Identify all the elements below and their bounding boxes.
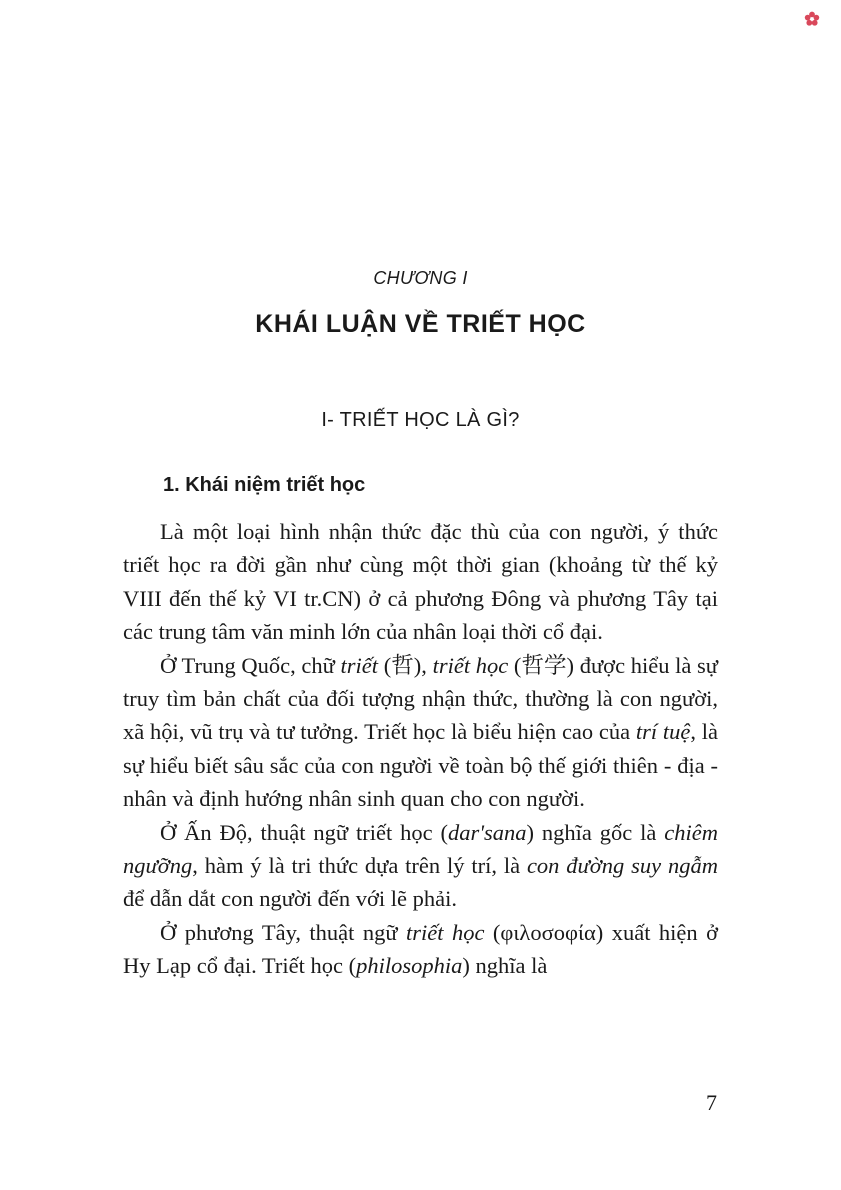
italic-term: triết học [432,652,509,678]
text-run: (φιλοσοφία) xuất hiện ở Hy Lạp cổ đại. Triết học ( [123,919,719,979]
text-run: , là sự hiểu biết sâu sắc của con người về toàn bộ thế giới thiên - địa - nhân và định hướng nhân sinh quan cho con người. [123,719,718,812]
text-run: Ở Ấn Độ, thuật ngữ triết học ( [160,819,448,845]
chapter-title: KHÁI LUẬN VỀ TRIẾT HỌC [255,310,586,338]
paragraph-2 [123,649,718,816]
text-run: ) nghĩa gốc là [526,819,665,845]
text-run: Ở Trung Quốc, chữ [160,652,341,678]
flower-icon [803,10,821,28]
text-run: Ở phương Tây, thuật ngữ [160,919,407,945]
italic-term: triết [340,652,379,678]
italic-term: dar'sana [447,819,527,845]
chapter-label: CHƯƠNG I [373,268,468,288]
text-run: để dẫn dắt con người đến với lẽ phải. [123,886,458,912]
italic-term: con đường suy ngẫm [526,853,718,879]
text-run: (哲学) được hiểu là sự truy tìm bản chất của đối tượng nhận thức, thường là con người, xã hội, vũ trụ và tư tưởng. Triết học là biểu hiện cao của [123,652,718,745]
paragraph-4 [123,916,718,983]
text-run: (哲), [378,652,433,678]
body-text [123,515,718,983]
paragraph-3 [123,816,718,916]
paragraph-1: Là một loại hình nhận thức đặc thù của con người, ý thức triết học ra đời gần như cùng một thời gian (khoảng từ thế kỷ VIII đến thế kỷ VI tr.CN) ở cả phương Đông và phương Tây tại các trung tâm văn minh lớn của nhân loại thời cổ đại. [123,519,718,645]
italic-term: chiêm ngưỡng [123,819,718,879]
italic-term: philosophia [356,953,463,979]
text-run: , hàm ý là tri thức dựa trên lý trí, là [192,853,527,879]
italic-term: trí tuệ [635,719,691,745]
section-heading: I- TRIẾT HỌC LÀ GÌ? [321,409,520,431]
page-number: 7 [706,1090,717,1115]
subsection-heading: 1. Khái niệm triết học [163,474,366,496]
italic-term: triết học [406,919,485,945]
text-run: ) nghĩa là [462,953,548,979]
